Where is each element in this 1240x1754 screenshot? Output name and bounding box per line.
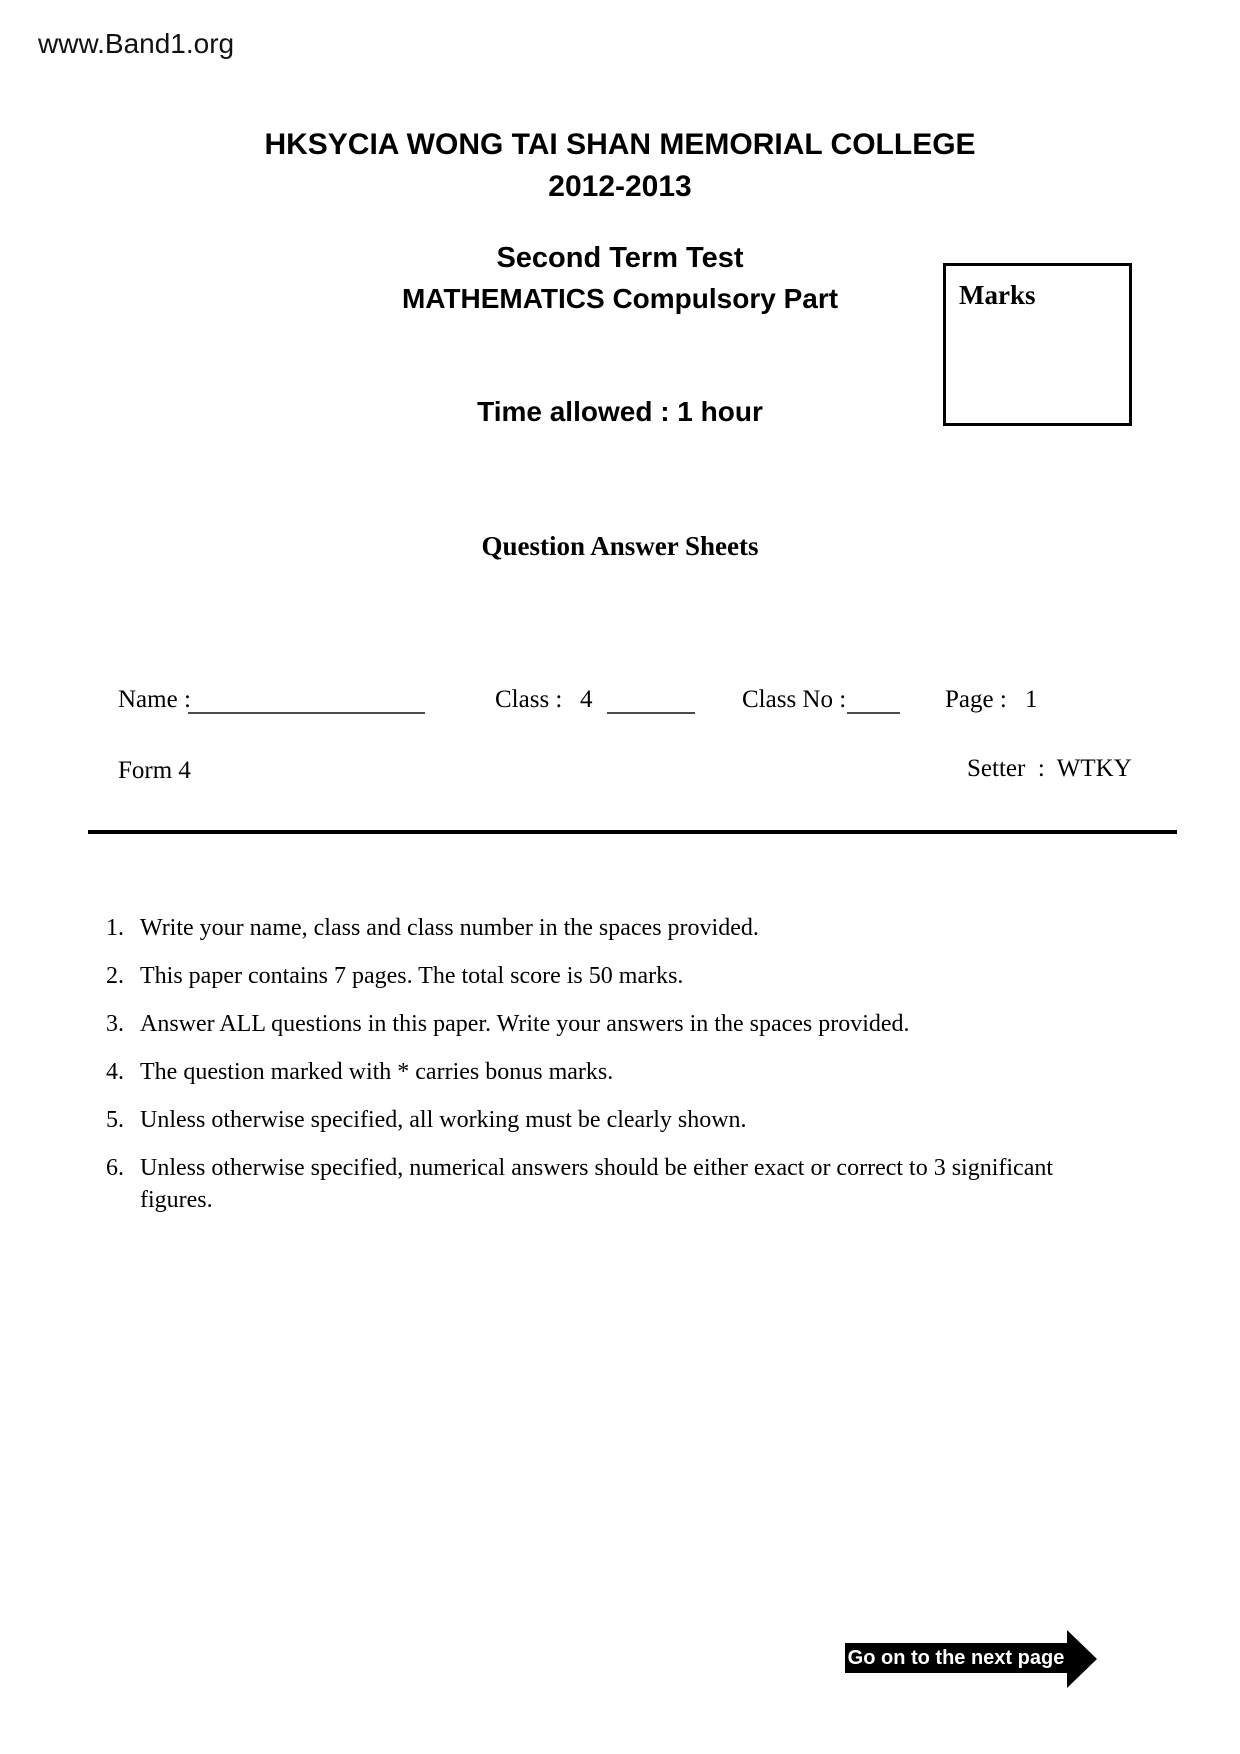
exam-title: Second Term Test	[496, 242, 744, 274]
instruction-text: Unless otherwise specified, numerical answers should be either exact or correct to 3 significant	[140, 1155, 1054, 1181]
instruction-text-continued: figures.	[140, 1187, 213, 1213]
name-label: Name :	[118, 686, 191, 713]
divider-rule	[88, 830, 1177, 834]
class-no-blank-line	[847, 712, 900, 714]
watermark: www.Band1.org	[38, 28, 235, 59]
instruction-number: 1.	[106, 915, 124, 941]
school-year: 2012-2013	[548, 170, 692, 203]
instruction-text: Write your name, class and class number in the spaces provided.	[140, 915, 759, 941]
marks-label: Marks	[959, 280, 1036, 310]
page-value: 1	[1025, 686, 1038, 713]
name-blank-line	[188, 712, 425, 714]
sheet-title: Question Answer Sheets	[481, 531, 759, 561]
marks-box	[943, 263, 1132, 426]
class-blank-line	[607, 712, 695, 714]
instruction-text: Unless otherwise specified, all working must be clearly shown.	[140, 1107, 747, 1133]
class-no-label: Class No :	[742, 686, 847, 713]
instruction-number: 6.	[106, 1155, 124, 1181]
class-value: 4	[580, 686, 593, 713]
page-label: Page :	[945, 686, 1007, 713]
setter-label: Setter : WTKY	[967, 755, 1132, 782]
instruction-number: 4.	[106, 1059, 124, 1085]
exam-subject: MATHEMATICS Compulsory Part	[401, 283, 839, 314]
school-name: HKSYCIA WONG TAI SHAN MEMORIAL COLLEGE	[264, 128, 976, 161]
instruction-text: The question marked with * carries bonus marks.	[140, 1059, 614, 1085]
next-page-banner	[845, 1643, 1067, 1673]
right-arrow-icon	[1067, 1630, 1097, 1688]
instruction-number: 5.	[106, 1107, 124, 1133]
form-label: Form 4	[118, 757, 191, 784]
instruction-text: Answer ALL questions in this paper. Write your answers in the spaces provided.	[140, 1011, 910, 1037]
time-allowed: Time allowed : 1 hour	[477, 396, 763, 427]
instruction-text: This paper contains 7 pages. The total score is 50 marks.	[140, 963, 684, 989]
instruction-number: 2.	[106, 963, 124, 989]
next-page-label: Go on to the next page	[847, 1647, 1065, 1669]
class-label: Class :	[495, 686, 563, 713]
instruction-number: 3.	[106, 1011, 124, 1037]
